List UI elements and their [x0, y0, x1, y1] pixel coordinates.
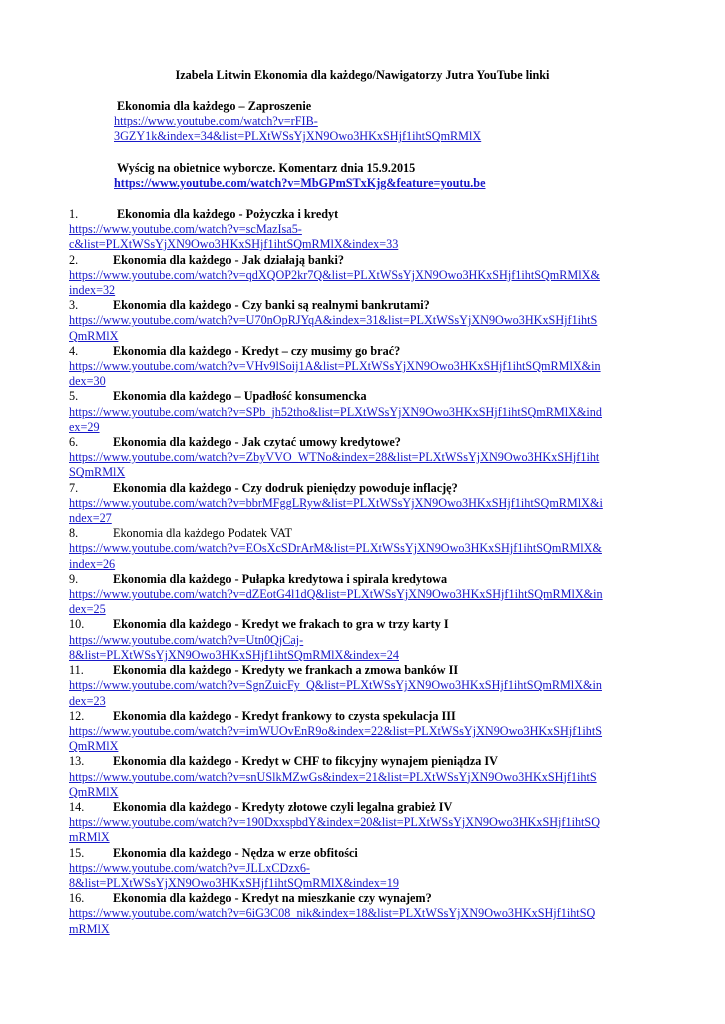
item-number: 15.	[69, 845, 85, 860]
item-title: Ekonomia dla każdego - Kredyty złotowe czyli legalna grabież IV	[113, 799, 453, 814]
item-link-line[interactable]: https://www.youtube.com/watch?v=SPb_jh52tho&list=PLXtWSsYjXN9Owo3HKxSHjf1ihtSQmRMlX&ind	[69, 404, 602, 419]
list-item-heading	[69, 253, 659, 268]
item-link-line[interactable]: https://www.youtube.com/watch?v=190DxxspbdY&index=20&list=PLXtWSsYjXN9Owo3HKxSHjf1ihtSQ	[69, 815, 601, 830]
item-link-line[interactable]: index=32	[69, 283, 116, 298]
item-title: Ekonomia dla każdego - Kredyty we frankach a zmowa banków II	[113, 663, 459, 678]
item-link-line[interactable]: SQmRMlX	[69, 465, 126, 480]
list-item	[69, 709, 659, 755]
item-link-line[interactable]: https://www.youtube.com/watch?v=JLLxCDzx6-	[69, 860, 310, 875]
list-item	[69, 846, 659, 892]
item-link-line[interactable]: https://www.youtube.com/watch?v=Utn0QjCaj-	[69, 632, 304, 647]
list-item-heading	[69, 800, 659, 815]
item-number: 3.	[69, 298, 79, 313]
item-link-line[interactable]: https://www.youtube.com/watch?v=bbrMFggLRyw&list=PLXtWSsYjXN9Owo3HKxSHjf1ihtSQmRMlX&i	[69, 495, 603, 510]
item-title: Ekonomia dla każdego - Pożyczka i kredyt	[117, 207, 339, 221]
item-link-line[interactable]: https://www.youtube.com/watch?v=dZEotG4l1dQ&list=PLXtWSsYjXN9Owo3HKxSHjf1ihtSQmRMlX&in	[69, 587, 603, 602]
list-item	[69, 298, 659, 344]
list-item	[69, 617, 659, 663]
list-item	[69, 435, 659, 481]
item-number: 14.	[69, 799, 85, 814]
item-title: Ekonomia dla każdego - Kredyt we frakach to gra w trzy karty I	[113, 617, 449, 632]
item-link-line[interactable]: 8&list=PLXtWSsYjXN9Owo3HKxSHjf1ihtSQmRMlX&index=24	[69, 647, 399, 662]
list-item-heading	[69, 891, 659, 906]
list-item-heading	[69, 709, 659, 724]
item-number: 1.	[69, 207, 79, 221]
item-number: 11.	[69, 663, 84, 678]
page-title: Izabela Litwin Ekonomia dla każdego/Nawigatorzy Jutra YouTube linki	[175, 68, 550, 82]
intro-link-line[interactable]: https://www.youtube.com/watch?v=rFIB-	[114, 114, 318, 129]
item-title: Ekonomia dla każdego – Upadłość konsumencka	[113, 389, 367, 404]
item-title: Ekonomia dla każdego - Jak czytać umowy kredytowe?	[113, 435, 401, 450]
item-title: Ekonomia dla każdego - Czy banki są realnymi bankrutami?	[113, 298, 430, 313]
item-link-line[interactable]: dex=23	[69, 693, 106, 708]
item-link-line[interactable]: https://www.youtube.com/watch?v=scMazIsa5-	[69, 222, 302, 237]
intro-link-line[interactable]: https://www.youtube.com/watch?v=MbGPmSTxKjg&feature=youtu.be	[114, 176, 486, 191]
list-item-heading	[69, 754, 659, 769]
list-item-heading	[69, 344, 659, 359]
list-item-heading	[69, 663, 659, 678]
list-item-heading	[69, 481, 659, 496]
list-item	[69, 389, 659, 435]
item-title: Ekonomia dla każdego - Czy dodruk pieniędzy powoduje inflację?	[113, 480, 458, 495]
item-link-line[interactable]: https://www.youtube.com/watch?v=imWUOvEnR9o&index=22&list=PLXtWSsYjXN9Owo3HKxSHjf1ihtS	[69, 723, 603, 738]
item-number: 10.	[69, 617, 85, 632]
item-link-line[interactable]: mRMlX	[69, 921, 110, 936]
item-title: Ekonomia dla każdego Podatek VAT	[113, 526, 292, 541]
intro-link-line[interactable]: 3GZY1k&index=34&list=PLXtWSsYjXN9Owo3HKxSHjf1ihtSQmRMlX	[114, 129, 482, 144]
item-number: 2.	[69, 252, 79, 267]
item-link-line[interactable]: dex=30	[69, 374, 106, 389]
list-item	[69, 663, 659, 709]
item-number: 16.	[69, 891, 85, 906]
list-item-heading	[69, 207, 659, 222]
item-link-line[interactable]: ex=29	[69, 419, 100, 434]
item-link-line[interactable]: QmRMlX	[69, 739, 119, 754]
item-title: Ekonomia dla każdego - Kredyt frankowy to czysta spekulacja III	[113, 708, 456, 723]
item-number: 12.	[69, 708, 85, 723]
item-title: Ekonomia dla każdego - Kredyt na mieszkanie czy wynajem?	[113, 891, 432, 906]
intro-invitation	[114, 99, 674, 145]
list-item-heading	[69, 298, 659, 313]
list-item	[69, 526, 659, 572]
list-item	[69, 344, 659, 390]
item-number: 9.	[69, 571, 79, 586]
item-link-line[interactable]: https://www.youtube.com/watch?v=U70nOpRJYqA&index=31&list=PLXtWSsYjXN9Owo3HKxSHjf1ihtS	[69, 313, 598, 328]
item-link-line[interactable]: QmRMlX	[69, 784, 119, 799]
list-item-heading	[69, 526, 659, 541]
list-item	[69, 481, 659, 527]
item-number: 8.	[69, 526, 79, 541]
list-item-heading	[69, 389, 659, 404]
item-link-line[interactable]: dex=25	[69, 602, 106, 617]
item-link-line[interactable]: https://www.youtube.com/watch?v=SgnZuicFy_Q&list=PLXtWSsYjXN9Owo3HKxSHjf1ihtSQmRMlX&in	[69, 678, 602, 693]
item-title: Ekonomia dla każdego - Pułapka kredytowa i spirala kredytowa	[113, 571, 448, 586]
item-title: Ekonomia dla każdego - Jak działają banki?	[113, 252, 344, 267]
list-item	[69, 891, 659, 937]
item-link-line[interactable]: c&list=PLXtWSsYjXN9Owo3HKxSHjf1ihtSQmRMlX&index=33	[69, 237, 399, 252]
item-link-line[interactable]: https://www.youtube.com/watch?v=qdXQOP2kr7Q&list=PLXtWSsYjXN9Owo3HKxSHjf1ihtSQmRMlX&	[69, 267, 600, 282]
item-link-line[interactable]: https://www.youtube.com/watch?v=EOsXcSDrArM&list=PLXtWSsYjXN9Owo3HKxSHjf1ihtSQmRMlX&	[69, 541, 602, 556]
item-number: 13.	[69, 754, 85, 769]
list-item	[69, 207, 659, 253]
item-title: Ekonomia dla każdego - Kredyt w CHF to fikcyjny wynajem pieniądza IV	[113, 754, 498, 769]
video-list	[69, 207, 659, 937]
list-item	[69, 572, 659, 618]
item-title: Ekonomia dla każdego - Nędza w erze obfitości	[113, 845, 358, 860]
item-link-line[interactable]: 8&list=PLXtWSsYjXN9Owo3HKxSHjf1ihtSQmRMlX&index=19	[69, 875, 399, 890]
list-item	[69, 253, 659, 299]
item-title: Ekonomia dla każdego - Kredyt – czy musimy go brać?	[113, 343, 401, 358]
list-item-heading	[69, 617, 659, 632]
item-link-line[interactable]: QmRMlX	[69, 328, 119, 343]
list-item	[69, 800, 659, 846]
list-item-heading	[69, 435, 659, 450]
item-link-line[interactable]: ndex=27	[69, 511, 112, 526]
intro-commentary	[114, 161, 674, 191]
intro-heading: Wyścig na obietnice wyborcze. Komentarz dnia 15.9.2015	[117, 161, 416, 175]
item-link-line[interactable]: index=26	[69, 556, 116, 571]
list-item-heading	[69, 846, 659, 861]
list-item	[69, 754, 659, 800]
item-number: 7.	[69, 480, 79, 495]
intro-heading: Ekonomia dla każdego – Zaproszenie	[117, 99, 312, 113]
item-number: 4.	[69, 343, 79, 358]
item-link-line[interactable]: https://www.youtube.com/watch?v=6iG3C08_nik&index=18&list=PLXtWSsYjXN9Owo3HKxSHjf1ihtSQ	[69, 906, 596, 921]
item-link-line[interactable]: https://www.youtube.com/watch?v=snUSlkMZwGs&index=21&list=PLXtWSsYjXN9Owo3HKxSHjf1ihtS	[69, 769, 597, 784]
item-number: 5.	[69, 389, 79, 404]
item-number: 6.	[69, 435, 79, 450]
list-item-heading	[69, 572, 659, 587]
item-link-line[interactable]: https://www.youtube.com/watch?v=VHv9lSoij1A&list=PLXtWSsYjXN9Owo3HKxSHjf1ihtSQmRMlX&in	[69, 359, 601, 374]
item-link-line[interactable]: mRMlX	[69, 830, 110, 845]
item-link-line[interactable]: https://www.youtube.com/watch?v=ZbyVVO_WTNo&index=28&list=PLXtWSsYjXN9Owo3HKxSHjf1iht	[69, 450, 600, 465]
